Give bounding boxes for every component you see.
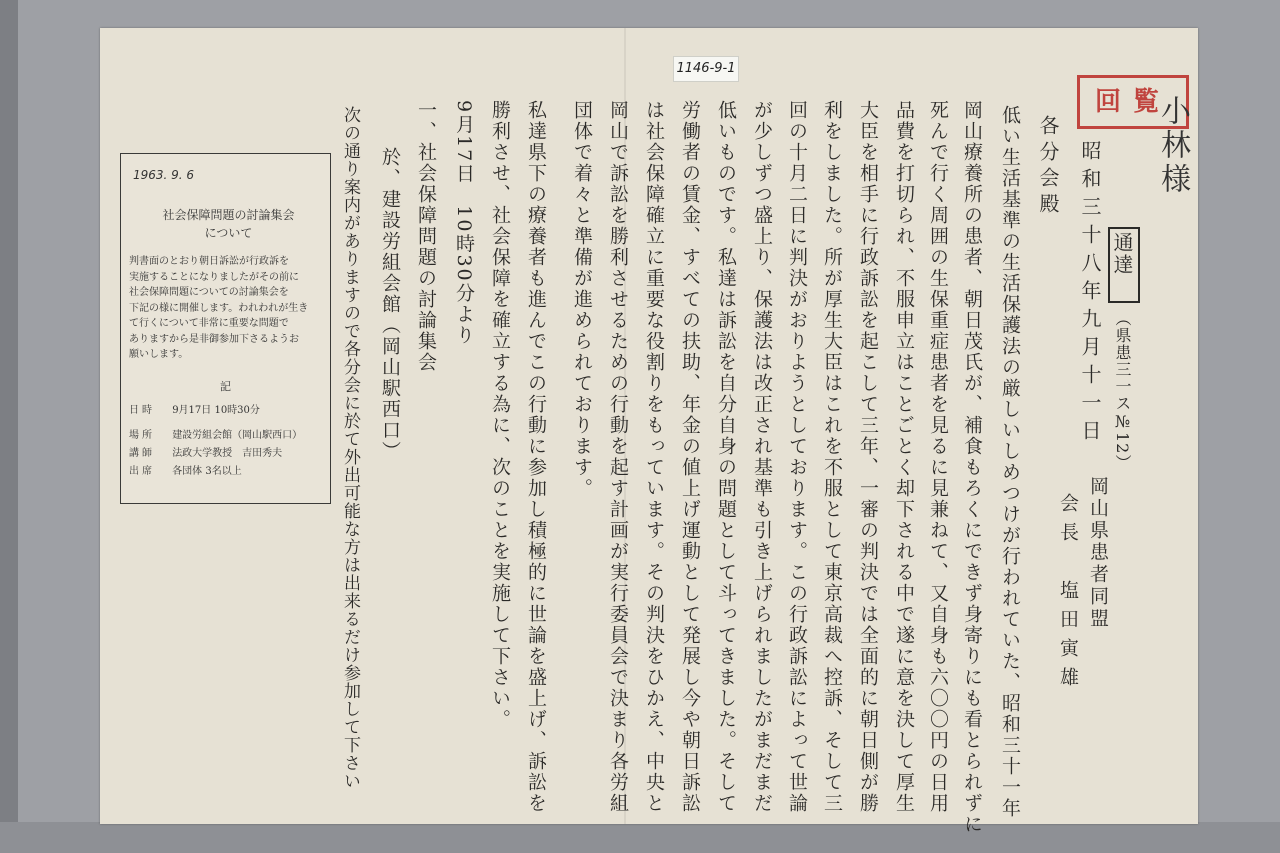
clipping-row-value: 各団体 3名以上 [172,466,242,477]
clipping-body-line: 社会保障問題についての討論集会を [129,287,289,298]
sender-organization: 岡山県患者同盟 [1087,476,1109,630]
body-line-4: 品費を打切られ、不服申立はことごとく却下される中で遂に意を決して厚生 [893,100,915,814]
clipping-body-line: 実施することになりましたがその前に [129,271,299,283]
circulation-stamp: 回覧 [1077,75,1189,129]
body-line-closing: 次の通り案内がありますので各分会に於て外出可能な方は出来るだけ参加して下さい [340,106,360,790]
meeting-title: 一、社会保障問題の討論集会 [415,100,437,373]
clipping-row-place [129,426,302,441]
handwritten-recipient-note: 小林様 [1155,95,1190,197]
meeting-venue: 於、建設労組会館（岡山駅西口） [379,126,401,462]
clipping-row-value: 法政大学教授 吉田秀夫 [172,448,283,459]
clipping-row-label: 出席 [129,466,155,477]
body-line-12: 岡山で訴訟を勝利させるための行動を起す計画が実行委員会で決まり各労組 [607,100,629,814]
body-line-15: 勝利させ、社会保障を確立する為に、次のことを実施して下さい。 [489,100,511,730]
clipping-notice-heading: 記 [220,380,231,393]
body-line-3: 死んで行く周囲の生保重症患者を見るに見兼ねて、又自身も六〇〇円の日用 [927,100,949,814]
newspaper-clipping [120,153,331,504]
document-type: 通達 [1110,232,1134,276]
background-edge-bottom [0,822,1280,853]
body-line-11: は社会保障確立に重要な役割りをもっています。その判決をひかえ、中央と [643,100,665,814]
background-edge-left [0,0,18,853]
body-line-6: 利をしました。所が厚生大臣はこれを不服として東京高裁へ控訴、そして三 [821,100,843,814]
clipping-body-line: て行くについて非常に重要な問題で [129,318,289,329]
clipping-body-line: ありますから是非御参加下さるようお [129,333,299,345]
clipping-row-attendance [129,462,242,477]
clipping-row-value: 9月17日 10時30分 [172,405,260,416]
body-line-9: 低いものです。私達は訴訟を自分自身の問題として斗ってきました。そして [715,100,737,814]
clipping-body-line: 願いします。 [129,349,189,360]
archive-number-label: 1146-9-1 [673,56,739,82]
clipping-body-line: 判書面のとおり朝日訴訟が行政訴を [129,256,289,267]
body-line-14: 私達県下の療養者も進んでこの行動に参加し積極的に世論を盛上げ、訴訟を [525,100,547,814]
body-line-10: 労働者の賃金、すべての扶助、年金の値上げ運動として発展し今や朝日訴訟 [679,100,701,814]
clipping-row-value: 建設労組会館（岡山駅西口） [172,430,303,441]
body-line-7: 回の十月二日に判決がおりようとしております。この行政訴訟によって世論 [786,100,808,814]
clipping-body [129,254,324,363]
body-line-2: 岡山療養所の患者、朝日茂氏が、補食もろくにできず身寄りにも看とられずに [961,100,983,835]
clipping-row-label: 場所 [129,430,155,441]
clipping-title [141,206,316,242]
clipping-row-label: 日時 [129,405,155,416]
body-line-13: 団体で着々と準備が進められております。 [571,100,593,499]
clipping-row-lecturer [129,444,282,459]
meeting-time: 9月17日 10時30分より [453,100,475,346]
clipping-date: 1963. 9. 6 [133,168,195,182]
clipping-row-label: 講師 [129,448,155,459]
body-line-5: 大臣を相手に行政訴訟を起こして三年、一審の判決では全面的に朝日側が勝 [857,100,879,814]
clipping-row-datetime [129,401,260,416]
sender-president: 会長 塩田寅雄 [1057,493,1079,696]
recipients: 各分会殿 [1036,115,1060,219]
clipping-title-line-2: について [204,226,253,240]
body-line-1: 低い生活基準の生活保護法の厳しいしめつけが行われていた、昭和三十一年 [999,105,1021,819]
document-date: 昭和三十八年九月十一日 [1078,140,1102,448]
clipping-body-line: 下記の様に開催します。われわれが生き [129,302,309,314]
document-code: （県患三一ス№12） [1113,310,1132,472]
clipping-title-line-1: 社会保障問題の討論集会 [162,208,295,222]
body-line-8: が少しずつ盛上り、保護法は改正され基準も引き上げられましたがまだまだ [751,100,773,814]
